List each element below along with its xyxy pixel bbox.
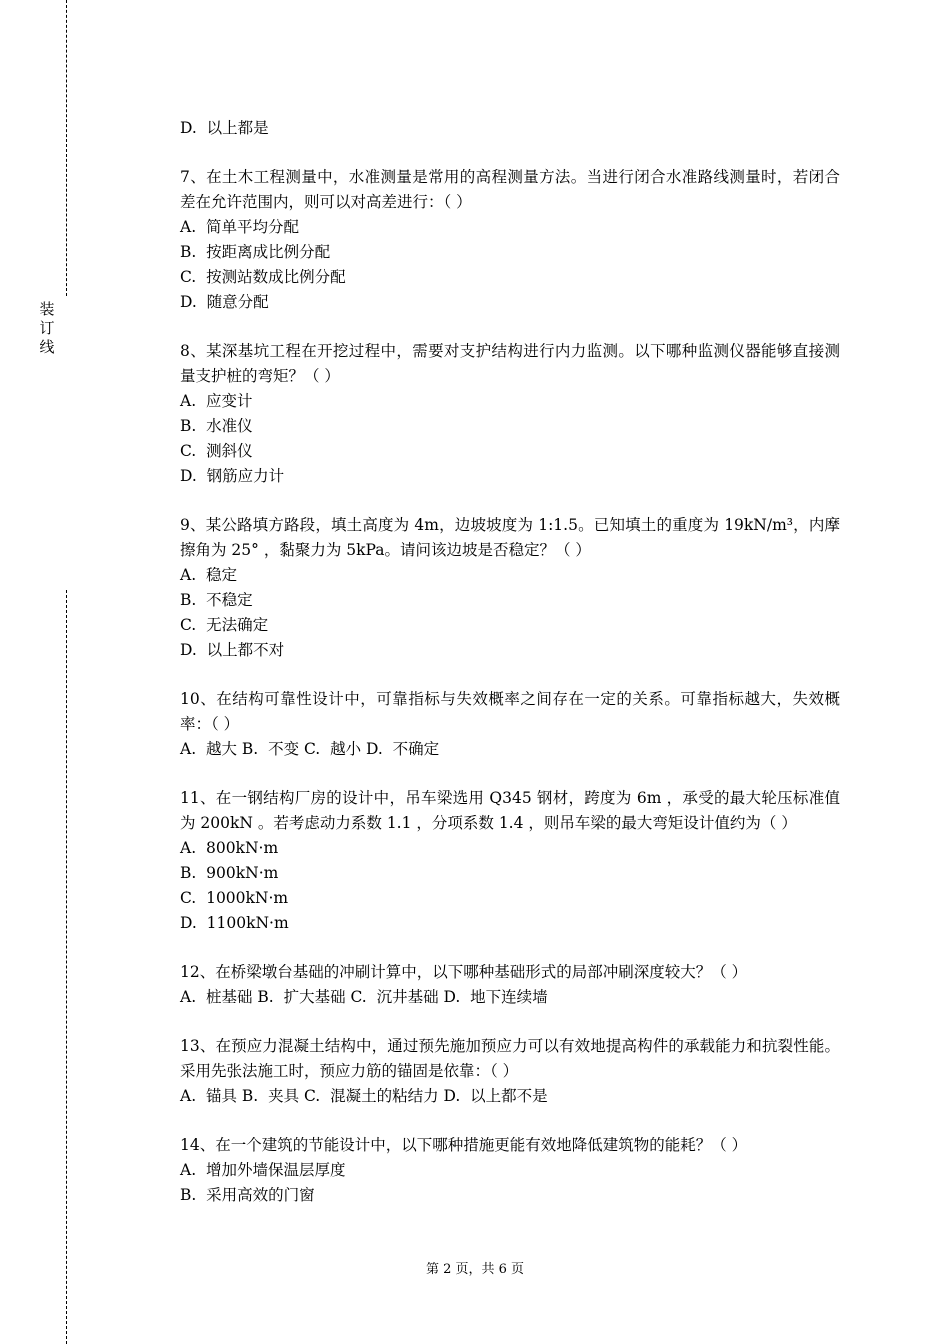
option: D. 1100kN·m	[180, 914, 289, 932]
question-text: 7、在土木工程测量中，水准测量是常用的高程测量方法。当进行闭合水准路线测量时，若闭合差在允许范围内，则可以对高差进行：（ ）	[180, 168, 840, 211]
option: B. 水准仪	[180, 417, 253, 435]
question-list	[180, 116, 840, 1208]
question-text: 10、在结构可靠性设计中，可靠指标与失效概率之间存在一定的关系。可靠指标越大，失效概率：（ ）	[180, 690, 840, 733]
option: C. 1000kN·m	[180, 889, 289, 907]
question-13	[180, 1034, 840, 1109]
question-text: 12、在桥梁墩台基础的冲刷计算中，以下哪种基础形式的局部冲刷深度较大？（ ）	[180, 963, 748, 981]
option: A. 简单平均分配	[180, 218, 299, 236]
option: A. 桩基础 B. 扩大基础 C. 沉井基础 D. 地下连续墙	[180, 988, 548, 1006]
option: A. 800kN·m	[180, 839, 279, 857]
binding-line-top	[66, 0, 67, 296]
question-text: 14、在一个建筑的节能设计中，以下哪种措施更能有效地降低建筑物的能耗？（ ）	[180, 1136, 748, 1154]
option: D. 以上都不对	[180, 641, 285, 659]
question-text: 8、某深基坑工程在开挖过程中，需要对支护结构进行内力监测。以下哪种监测仪器能够直接测量支护桩的弯矩？（ ）	[180, 342, 840, 385]
option: C. 按测站数成比例分配	[180, 268, 346, 286]
binding-line-bottom	[66, 590, 67, 1344]
option: A. 增加外墙保温层厚度	[180, 1161, 346, 1179]
option: C. 测斜仪	[180, 442, 253, 460]
option: D. 以上都是	[180, 119, 269, 137]
option: A. 应变计	[180, 392, 253, 410]
option: A. 锚具 B. 夹具 C. 混凝土的粘结力 D. 以上都不是	[180, 1087, 548, 1105]
binding-char: 线	[39, 338, 55, 356]
question-text: 9、某公路填方路段，填土高度为 4m，边坡坡度为 1:1.5。已知填土的重度为 19kN/m³，内摩擦角为 25° ，黏聚力为 5kPa。请问该边坡是否稳定？（ ）	[180, 516, 840, 559]
question-10	[180, 687, 840, 762]
binding-char: 装	[39, 300, 55, 318]
option: D. 钢筋应力计	[180, 467, 285, 485]
option: D. 随意分配	[180, 293, 269, 311]
question-text: 11、在一钢结构厂房的设计中，吊车梁选用 Q345 钢材，跨度为 6m ，承受的最大轮压标准值为 200kN 。若考虑动力系数 1.1 ，分项系数 1.4 ，则吊车梁的最大弯矩设计值约为（ ）	[180, 789, 840, 832]
question-11	[180, 786, 840, 936]
option: A. 稳定	[180, 566, 237, 584]
question-text: 13、在预应力混凝土结构中，通过预先施加预应力可以有效地提高构件的承载能力和抗裂性能。采用先张法施工时，预应力筋的锚固是依靠：（ ）	[180, 1037, 840, 1080]
binding-char: 订	[39, 319, 55, 337]
binding-label	[38, 300, 56, 357]
option: B. 按距离成比例分配	[180, 243, 331, 261]
question-12	[180, 960, 840, 1010]
option: B. 900kN·m	[180, 864, 279, 882]
option: C. 无法确定	[180, 616, 269, 634]
option: B. 采用高效的门窗	[180, 1186, 315, 1204]
question-9	[180, 513, 840, 663]
option: A. 越大 B. 不变 C. 越小 D. 不确定	[180, 740, 440, 758]
question-14	[180, 1133, 840, 1208]
question-8	[180, 339, 840, 489]
question-7	[180, 165, 840, 315]
page-footer: 第 2 页，共 6 页	[425, 1262, 525, 1277]
option: B. 不稳定	[180, 591, 253, 609]
